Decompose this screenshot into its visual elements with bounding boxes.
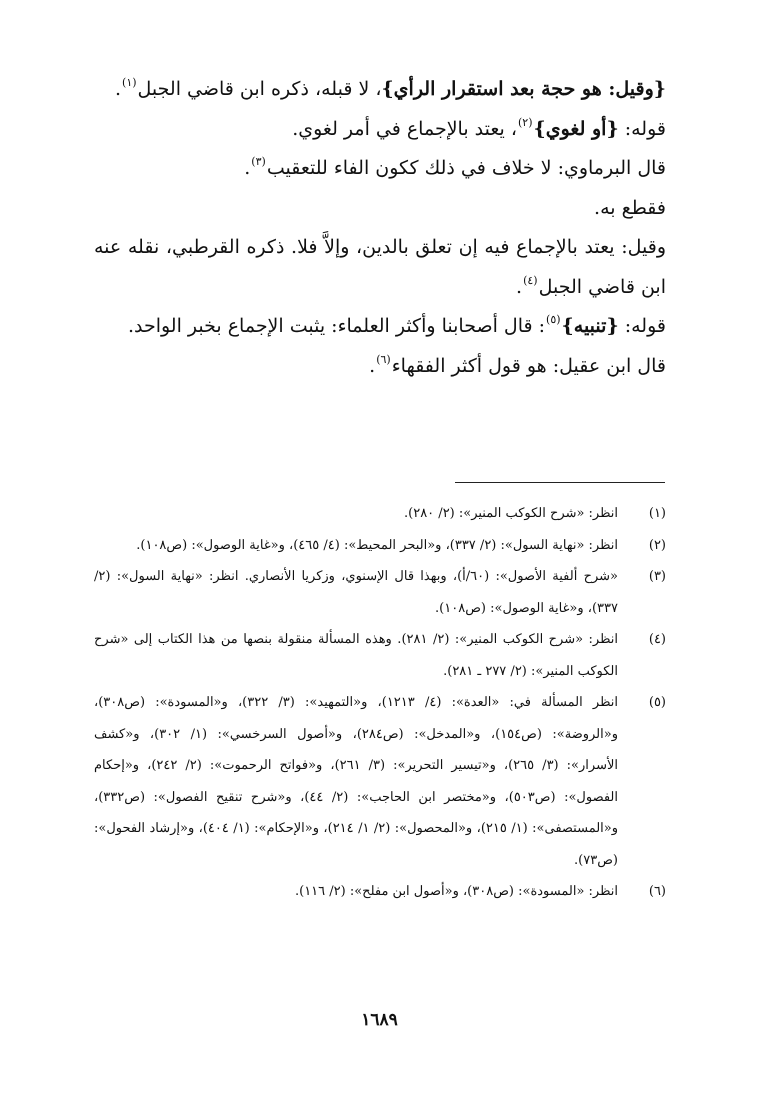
footnote (94, 498, 666, 530)
footnote-text: انظر المسألة في: «العدة»: (٤/ ١٢١٣)، و«التمهيد»: (٣/ ٣٢٢)، و«المسودة»: (ص٣٠٨)، و«الروضة»: (ص١٥٤)، و«المدخل»: (ص٢٨٤)، و«أصول السرخسي»: (١/ ٣٠٢)، و«كشف الأسرار»: (٣/ ٢٦٥)، و«تيسير التحرير»: (٣/ ٢٦١)، و«فواتح الرحموت»: (٢/ ٢٤٢)، و«إحكام الفصول»: (ص٥٠٣)، و«مختصر ابن الحاجب»: (٢/ ٤٤)، و«شرح تنقيح الفصول»: (ص٣٣٢)، و«المستصفى»: (١/ ٢١٥)، و«المحصول»: (٢/ ١/ ٢١٤)، و«الإحكام»: (١/ ٤٠٤)، و«إرشاد الفحول»: (ص٧٣). (94, 695, 619, 868)
footnote-ref: (١) (122, 76, 137, 89)
bold-quote: {أو لغوي} (533, 117, 619, 140)
text-run: . (114, 78, 122, 100)
footnote (94, 624, 666, 687)
text-run: : قال أصحابنا وأكثر العلماء: يثبت الإجماع بخبر الواحد. (127, 315, 546, 337)
text-run: ، يعتد بالإجماع في أمر لغوي. (292, 117, 517, 140)
paragraph (94, 228, 666, 307)
footnote-number: (٢) (648, 537, 666, 553)
footnote (94, 561, 666, 624)
text-run: وقيل: يعتد بالإجماع فيه إن تعلق بالدين، وإلاَّ فلا. ذكره القرطبي، نقله عنه ابن قاضي الجبل (94, 236, 666, 298)
paragraph (94, 110, 666, 150)
footnote-ref: (٢) (518, 115, 533, 129)
footnote-ref: (٥) (546, 313, 561, 326)
footnote-divider (455, 482, 665, 483)
footnote-text: انظر: «المسودة»: (ص٣٠٨)، و«أصول ابن مفلح»: (٢/ ١١٦). (294, 884, 618, 899)
text-run: فقطع به. (594, 196, 666, 219)
footnote-number: (١) (648, 506, 666, 521)
footnote-ref: (٤) (523, 273, 538, 287)
main-text (94, 70, 666, 386)
footnote (94, 530, 666, 562)
text-run: ، لا قبله، ذكره ابن قاضي الجبل (137, 78, 382, 100)
footnote-text: انظر: «نهاية السول»: (٢/ ٣٣٧)، و«البحر المحيط»: (٤/ ٤٦٥)، و«غاية الوصول»: (ص١٠٨). (136, 537, 618, 553)
text-run: قوله: (618, 315, 666, 337)
footnote-number: (٥) (648, 695, 666, 710)
footnote-text: انظر: «شرح الكوكب المنير»: (٢/ ٢٨٠). (404, 506, 618, 521)
text-run: قال ابن عقيل: هو قول أكثر الفقهاء (391, 354, 666, 377)
page-number: ١٦٨٩ (361, 1010, 398, 1030)
footnote-text: انظر: «شرح الكوكب المنير»: (٢/ ٢٨١). وهذه المسألة منقولة بنصها من هذا الكتاب إلى «شرح الكوكب المنير»: (٢/ ٢٧٧ ـ ٢٨١). (94, 632, 618, 679)
bold-quote: {وقيل: هو حجة بعد استقرار الرأي} (381, 78, 666, 100)
footnote-ref: (٣) (251, 155, 266, 168)
text-run: . (369, 354, 376, 377)
paragraph (94, 149, 666, 189)
paragraph (94, 70, 666, 110)
text-run: قال البرماوي: لا خلاف في ذلك ككون الفاء للتعقيب (266, 157, 666, 179)
footnote-number: (٦) (648, 884, 666, 899)
footnote-number: (٤) (648, 632, 666, 647)
paragraph (94, 307, 666, 347)
paragraph (94, 347, 666, 387)
bold-quote: {تنبيه} (561, 315, 619, 337)
footnote-text: «شرح ألفية الأصول»: (٦٠/أ)، وبهذا قال الإسنوي، وزكريا الأنصاري. انظر: «نهاية السول»: (٢/ ٣٣٧)، و«غاية الوصول»: (ص١٠٨). (94, 569, 618, 616)
text-run: . (244, 157, 251, 179)
footnote (94, 687, 666, 876)
footnote-number: (٣) (648, 569, 666, 584)
text-run: . (516, 275, 523, 298)
footnote (94, 876, 666, 908)
text-run: قوله: (618, 117, 666, 140)
footnote-ref: (٦) (376, 352, 391, 366)
paragraph (94, 189, 666, 229)
footnotes (94, 498, 666, 908)
